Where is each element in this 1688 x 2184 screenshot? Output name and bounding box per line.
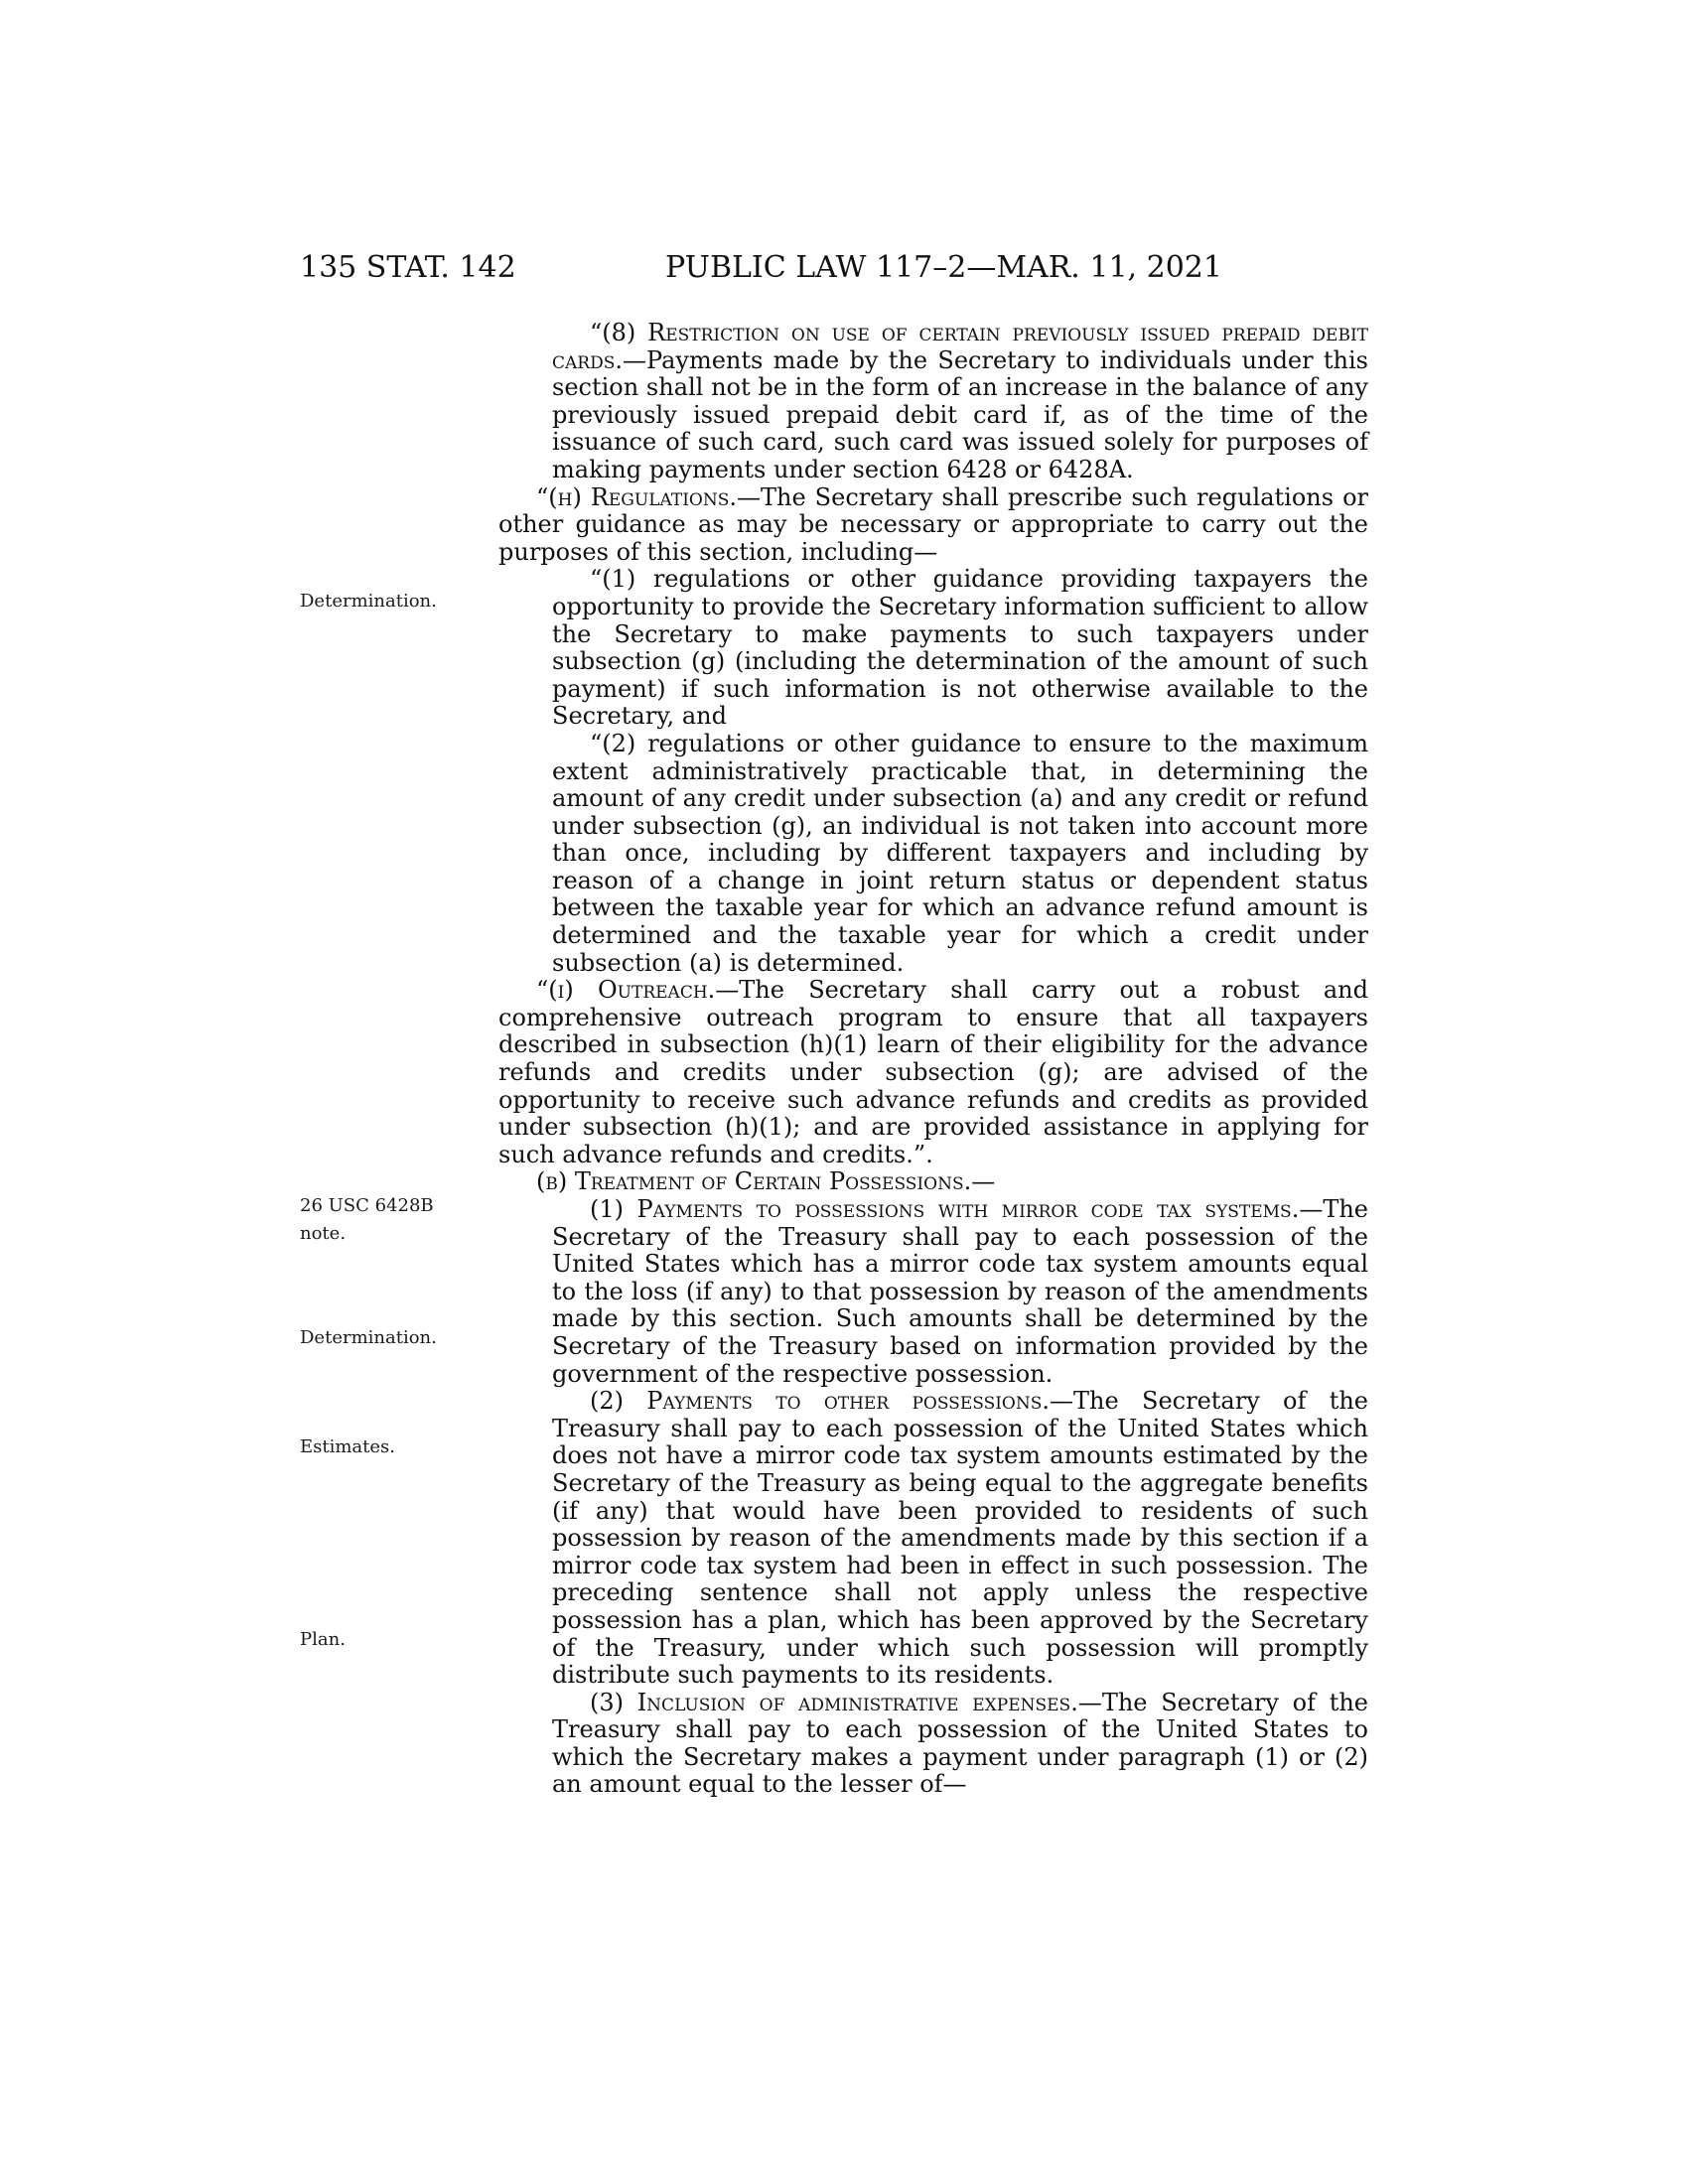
paragraph-b-1: (1) Payments to possessions with mirror code tax systems.—The Secretary of the Treasury shall pay to each possession of the United States which has a mirror code tax system amounts equal to the loss (if any) to that possession by reason of the amendments made by this section. Such amounts shall be determined by the Secretary of the Treasury based on information provided by the government of the respective possession.	[552, 1195, 1368, 1388]
margin-note-usc-citation: 26 USC 6428B note.	[300, 1195, 434, 1244]
paragraph-h-1: “(1) regulations or other guidance providing taxpayers the opportunity to provide the Secretary information sufficient to allow the Secretary to make payments to such taxpayers under subsection (g) (including the determination of the amount of such payment) if such information is not otherwise available to the Secretary, and	[552, 565, 1368, 731]
margin-note-determination: Determination.	[300, 591, 437, 612]
margin-note-plan: Plan.	[300, 1629, 346, 1650]
subsection-h-regulations: “(h) Regulations.—The Secretary shall prescribe such regulations or other guidance as may be necessary or appropriate to carry out the purposes of this section, including—	[498, 482, 1368, 566]
paragraph-h-2: “(2) regulations or other guidance to ensure to the maximum extent administratively practicable that, in determining the amount of any credit under subsection (a) and any credit or refund under subsection (g), an individual is not taken into account more than once, including by different taxpayers and including by reason of a change in joint return status or dependent status between the taxable year for which an advance refund amount is determined and the taxable year for which a credit under subsection (a) is determined.	[552, 729, 1368, 977]
subsection-b-possessions: (b) Treatment of Certain Possessions.—	[536, 1167, 996, 1196]
paragraph-b-2: (2) Payments to other possessions.—The Secretary of the Treasury shall pay to each possession of the United States which does not have a mirror code tax system amounts estimated by the Secretary of the Treasury as being equal to the aggregate benefits (if any) that would have been provided to residents of such possession by reason of the amendments made by this section if a mirror code tax system had been in effect in such possession. The preceding sentence shall not apply unless the respective possession has a plan, which has been approved by the Secretary of the Treasury, under which such possession will promptly distribute such payments to its residents.	[552, 1387, 1369, 1690]
paragraph-b-3: (3) Inclusion of administrative expenses.—The Secretary of the Treasury shall pay to each possession of the United States to which the Secretary makes a payment under paragraph (1) or (2) an amount equal to the lesser of—	[552, 1688, 1368, 1799]
margin-note-estimates: Estimates.	[300, 1436, 396, 1457]
paragraph-8-restriction: “(8) Restriction on use of certain previously issued prepaid debit cards.—Payments made by the Secretary to individuals under this section shall not be in the form of an increase in the balance of any previously issued prepaid debit card if, as of the time of the issuance of such card, such card was issued solely for purposes of making payments under section 6428 or 6428A.	[552, 319, 1368, 483]
margin-note-determination: Determination.	[300, 1327, 437, 1348]
stat-page-number: 135 STAT. 142	[300, 250, 516, 285]
statute-text	[498, 320, 1368, 1799]
law-title: PUBLIC LAW 117–2—MAR. 11, 2021	[665, 250, 1222, 285]
subsection-i-outreach: “(i) Outreach.—The Secretary shall carry out a robust and comprehensive outreach program to ensure that all taxpayers described in subsection (h)(1) learn of their eligibility for the advance refunds and credits under subsection (g); are advised of the opportunity to receive such advance refunds and credits as provided under subsection (h)(1); and are provided assistance in applying for such advance refunds and credits.”.	[498, 976, 1368, 1168]
